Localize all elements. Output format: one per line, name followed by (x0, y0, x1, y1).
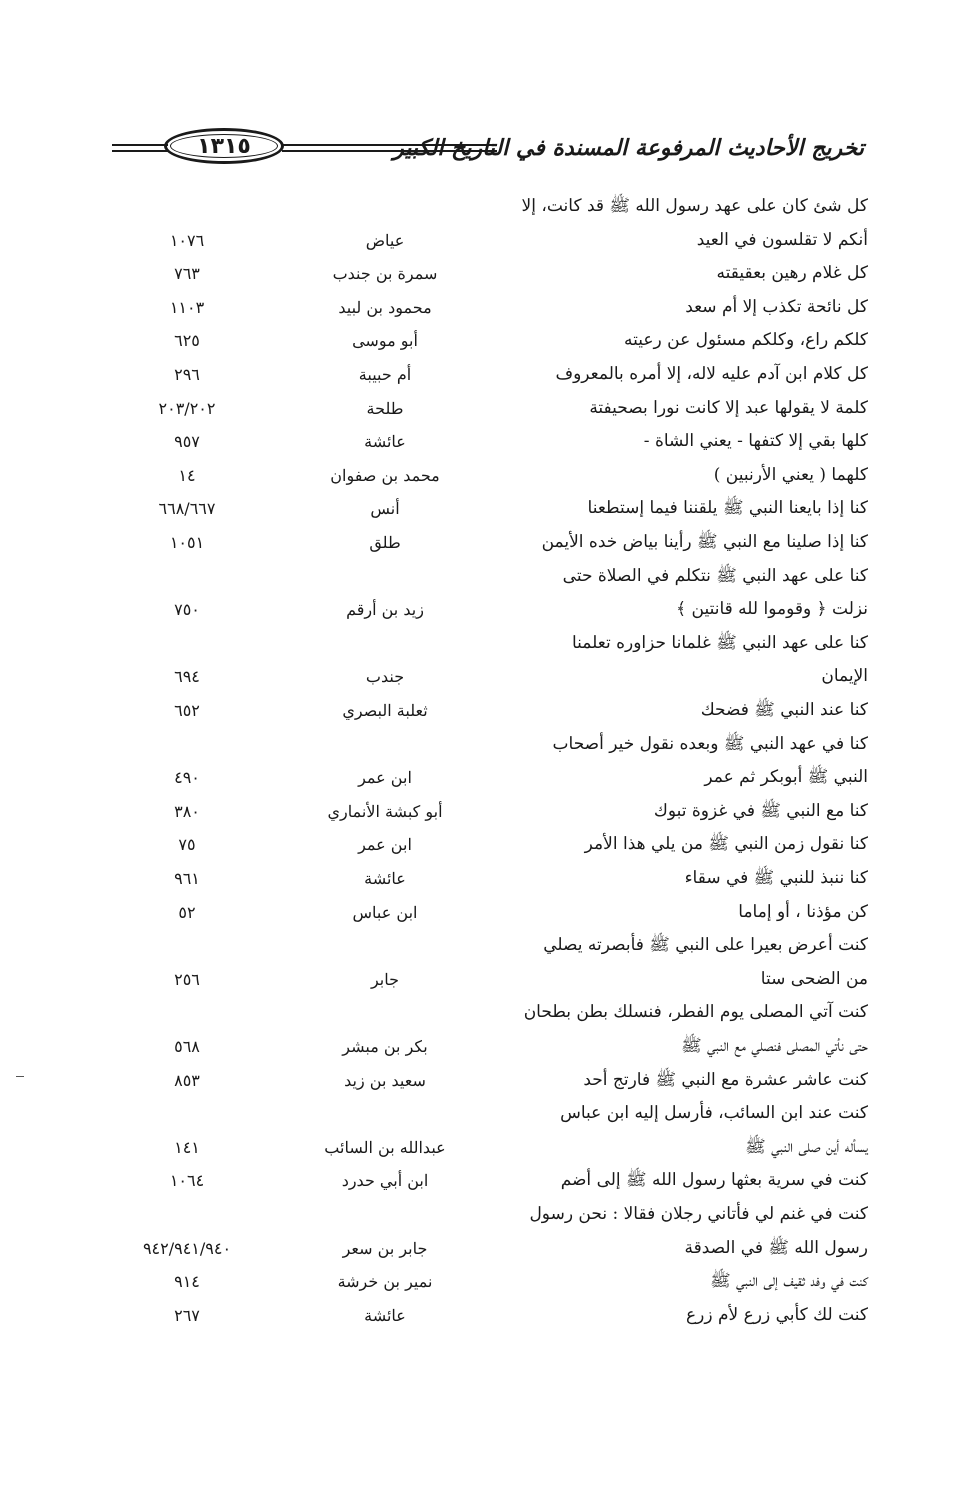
hadith-text: كنا ننبذ للنبي ﷺ في سقاء (684, 868, 868, 888)
hadith-reference-number: ١٤١ (174, 1137, 200, 1157)
narrator-name: محمد بن صفوان (330, 465, 440, 485)
narrator-name: أبو كبشة الأنماري (327, 801, 443, 821)
hadith-text: يسأله أين صلى النبي ﷺ (745, 1136, 868, 1157)
hadith-text: النبي ﷺ أبوبكر ثم عمر (704, 767, 868, 788)
hadith-reference-number: ٢٠٣/٢٠٢ (158, 398, 216, 418)
hadith-reference-number: ٤٩٠ (174, 768, 200, 788)
hadith-text: كنا عند النبي ﷺ فضحك (700, 700, 868, 720)
hadith-text: كنت آتي المصلى يوم الفطر، فنسلك بطن بطحان (523, 1002, 868, 1023)
narrator-name: محمود بن لبيد (338, 297, 432, 317)
narrator-name: ابن عمر (358, 835, 412, 855)
hadith-reference-number: ٢٦٧ (174, 1305, 200, 1325)
hadith-reference-number: ١٠٧٦ (169, 230, 205, 250)
hadith-text: كنا على عهد النبي ﷺ غلمانا حزاوره تعلمنا (571, 632, 868, 653)
header-rule (282, 144, 497, 146)
narrator-name: ابن أبي حدرد (341, 1171, 429, 1191)
narrator-name: عياض (365, 230, 405, 250)
narrator-name: جابر (370, 969, 400, 989)
hadith-text: كنا إذا صلينا مع النبي ﷺ رأينا بياض خده الأيمن (541, 532, 868, 552)
hadith-reference-number: ٦٩٤ (174, 667, 200, 687)
hadith-text: كنت في غنم لي فأتاني رجلان فقالا : نحن رسول (529, 1204, 868, 1224)
hadith-reference-number: ١١٠٣ (169, 297, 205, 317)
narrator-name: زيد بن أرقم (346, 600, 424, 620)
hadith-reference-number: ٢٥٦ (174, 969, 200, 989)
narrator-name: سمرة بن جندب (332, 264, 438, 284)
hadith-reference-number: ٩٤٢/٩٤١/٩٤٠ (142, 1238, 232, 1258)
hadith-text: من الضحى ستا (760, 968, 868, 989)
narrator-name: عبدالله بن السائب (324, 1137, 446, 1157)
hadith-reference-number: ١٤ (178, 465, 196, 485)
hadith-reference-number: ٣٨٠ (174, 801, 200, 821)
header-rule (112, 150, 168, 152)
narrator-name: أم حبيبة (358, 365, 412, 384)
narrator-name: ثعلبة البصري (342, 701, 428, 720)
hadith-text: كل نائحة تكذب إلا أم سعد (685, 296, 868, 317)
hadith-reference-number: ٨٥٣ (174, 1070, 200, 1090)
hadith-text: كنت عاشر عشرة مع النبي ﷺ فارتج أحد (583, 1069, 868, 1090)
hadith-text: حتى نأتي المصلى فنصلي مع النبي ﷺ (681, 1036, 868, 1056)
narrator-name: ابن عباس (352, 902, 418, 922)
hadith-reference-number: ٦٦٨/٦٦٧ (158, 499, 216, 519)
hadith-text: كنت في وفد ثقيف إلى النبي ﷺ (710, 1271, 868, 1292)
narrator-name: جابر بن سعر (342, 1238, 428, 1258)
header-rule (282, 150, 497, 152)
hadith-reference-number: ٩٦١ (174, 869, 200, 888)
narrator-name: ابن عمر (358, 768, 412, 788)
hadith-text: كنا نقول زمن النبي ﷺ من يلي هذا الأمر (584, 834, 868, 855)
narrator-name: طلحة (366, 398, 404, 418)
hadith-text: كن مؤذنا ، أو إماما (738, 901, 868, 922)
hadith-reference-number: ٥٦٨ (174, 1037, 200, 1056)
narrator-name: سعيد بن زيد (344, 1070, 426, 1090)
narrator-name: أنس (370, 499, 400, 519)
hadith-text: كنا على عهد النبي ﷺ نتكلم في الصلاة حتى (562, 565, 868, 586)
narrator-name: طلق (369, 533, 401, 552)
hadith-text: كلهما ( يعني الأرنبين ) (713, 464, 868, 485)
narrator-name: عائشة (364, 1305, 406, 1325)
narrator-name: أبو موسى (352, 331, 418, 351)
narrator-name: عائشة (364, 869, 406, 888)
hadith-text: كلكم راع، وكلكم مسئول عن رعيته (624, 330, 868, 351)
hadith-text: كل كلام ابن آدم عليه لاله، إلا أمره بالمعروف (555, 364, 868, 384)
narrator-name: عائشة (364, 432, 406, 452)
page-number: ١٣١٥ (197, 133, 251, 159)
hadith-text: كنت في سرية بعثها رسول الله ﷺ إلى أضم (560, 1170, 868, 1191)
hadith-reference-number: ٧٦٣ (174, 264, 200, 284)
hadith-text: الإيمان (821, 666, 868, 687)
hadith-text: كنا إذا بايعنا النبي ﷺ يلقننا فيما إستطعنا (587, 498, 868, 519)
hadith-reference-number: ٦٥٢ (174, 701, 200, 720)
narrator-name: جندب (365, 667, 405, 687)
hadith-text: كنا مع النبي ﷺ في غزوة تبوك (653, 800, 868, 821)
page-header (112, 128, 864, 178)
hadith-text: كنت لك كأبي زرع لأم زرع (686, 1304, 868, 1325)
hadith-reference-number: ٧٥ (178, 835, 196, 855)
hadith-reference-number: ٥٢ (178, 902, 196, 922)
margin-mark (16, 1076, 24, 1077)
hadith-reference-number: ٦٢٥ (174, 331, 200, 351)
hadith-reference-number: ٩١٤ (174, 1272, 200, 1292)
narrator-name: بكر بن مبشر (342, 1037, 428, 1056)
hadith-text: رسول الله ﷺ في الصدقة (684, 1237, 868, 1258)
hadith-text: أنكم لا تقلسون في العيد (696, 229, 868, 250)
hadith-reference-number: ١٠٦٤ (169, 1171, 205, 1191)
hadith-text: كلمة لا يقولها عبد إلا كانت نورا بصحيفتة (589, 397, 868, 418)
hadith-text: كنا في عهد النبي ﷺ وبعده نقول خير أصحاب (552, 733, 868, 754)
hadith-reference-number: ٩٥٧ (174, 432, 200, 452)
hadith-text: كلها بقي إلا كتفها - يعني الشاة - (643, 431, 868, 452)
hadith-text: كنت أعرض بعيرا على النبي ﷺ فأبصرته يصلي (543, 935, 868, 956)
hadith-reference-number: ١٠٥١ (169, 533, 205, 552)
hadith-reference-number: ٢٩٦ (174, 365, 200, 384)
header-rule (112, 144, 168, 146)
hadith-text: كنت عند ابن السائب، فأرسل إليه ابن عباس (560, 1103, 868, 1124)
hadith-text: نزلت ﴿ وقوموا لله قانتين ﴾ (676, 599, 868, 620)
hadith-text: كل غلام رهين بعقيقته (716, 263, 868, 284)
narrator-name: نمير بن خرشة (337, 1272, 433, 1292)
hadith-reference-number: ٧٥٠ (174, 600, 200, 620)
hadith-text: كل شئ كان على عهد رسول الله ﷺ قد كانت، إلا (521, 196, 868, 216)
page-number-badge (164, 128, 284, 164)
book-title: تخريج الأحاديث المرفوعة المسندة في التاريخ الكبير (393, 135, 864, 161)
